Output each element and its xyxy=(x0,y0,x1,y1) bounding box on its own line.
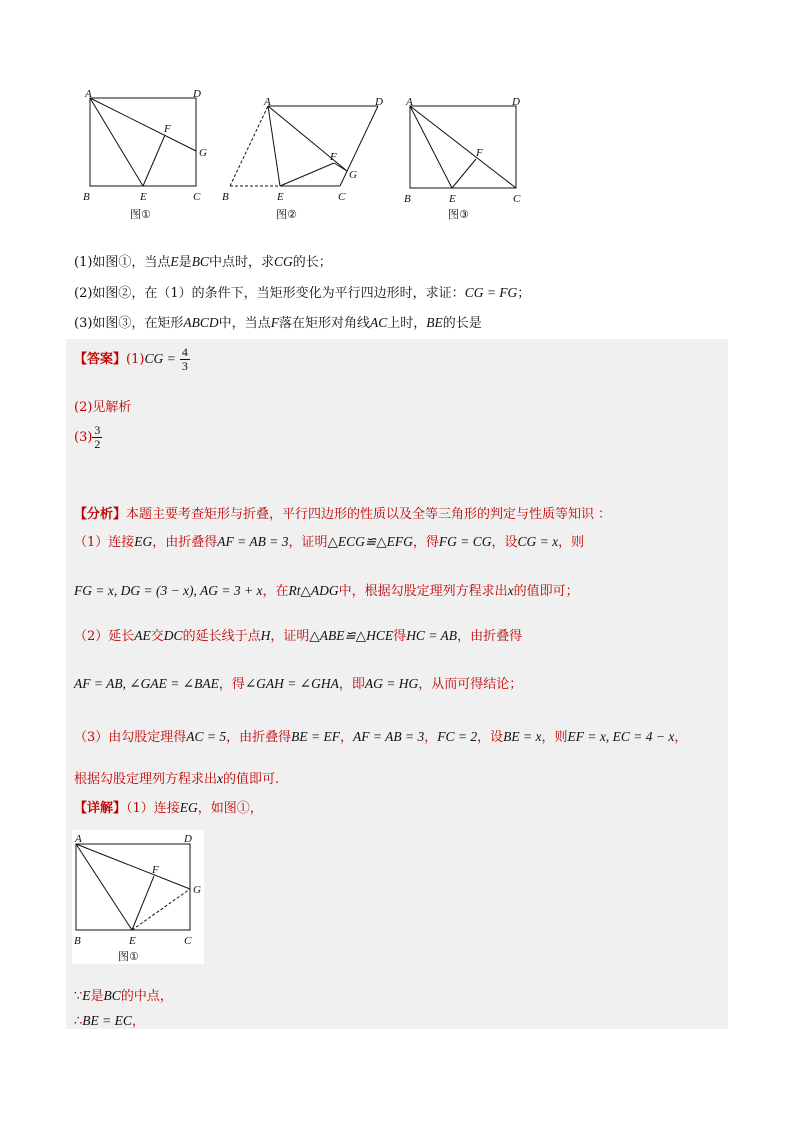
fig3-label-B: B xyxy=(404,193,411,205)
detail-tag: 【详解】 xyxy=(74,801,127,816)
fig2-caption: 图② xyxy=(276,208,297,221)
answer-3-denominator: 2 xyxy=(94,437,101,451)
q3-text: (3)如图③，在矩形 xyxy=(74,316,184,331)
answer-1-numerator: 4 xyxy=(181,345,188,359)
fig3-label-E: E xyxy=(449,193,456,205)
an3-b: AE xyxy=(134,628,151,643)
dt2-d: BC xyxy=(103,988,121,1003)
an1-g: ，得 xyxy=(412,535,439,550)
detail-line-2 xyxy=(74,985,173,1004)
q3-text-4: 上时， xyxy=(387,316,427,331)
fig1-label-A: A xyxy=(85,88,92,100)
dfig-AE xyxy=(76,844,132,930)
analysis-line-1 xyxy=(74,531,584,550)
fig2-label-A: A xyxy=(264,96,271,108)
an4-b: ，得 xyxy=(218,677,245,692)
an3-a: （2）延长 xyxy=(74,629,135,644)
an2-d: 中，根据勾股定理列方程求出 xyxy=(338,584,508,599)
q3-seg-ac: AC xyxy=(369,315,388,330)
analysis-line-3 xyxy=(74,625,522,644)
fig3-label-C: C xyxy=(513,193,521,205)
an1-h: FG = CG xyxy=(438,534,492,549)
dt2-e: 的中点， xyxy=(120,989,173,1004)
fig2-EF xyxy=(280,163,334,186)
an1-c: ，由折叠得 xyxy=(152,535,218,550)
dfig-EF xyxy=(132,876,154,930)
figure-2-svg xyxy=(220,88,390,233)
detail-line-1 xyxy=(74,797,263,816)
analysis-line-4 xyxy=(74,673,522,692)
dt2-a: ∵ xyxy=(74,989,83,1004)
dfig-caption: 图① xyxy=(118,950,139,963)
an1-b: EG xyxy=(134,534,153,549)
an2-b: ，在 xyxy=(262,584,289,599)
fig3-label-F: F xyxy=(476,147,483,159)
fig3-caption: 图③ xyxy=(448,208,469,221)
answer-3-fraction xyxy=(92,424,102,451)
question-3 xyxy=(74,313,482,334)
dfig-label-F: F xyxy=(152,864,159,876)
q2-text-2: ； xyxy=(517,286,531,301)
an3-g: ，证明 xyxy=(270,629,310,644)
an3-i: 得 xyxy=(393,629,407,644)
analysis-intro-text: 本题主要考查矩形与折叠，平行四边形的性质以及全等三角形的判定与性质等知识 ： xyxy=(126,507,612,522)
q3-text-2: 中，当点 xyxy=(218,316,271,331)
dt2-b: E xyxy=(82,988,91,1003)
q1-text-2: 是 xyxy=(178,255,192,270)
an5-h: FC = 2 xyxy=(437,729,478,744)
q3-point-f: F xyxy=(270,315,279,330)
fig1-label-E: E xyxy=(140,191,147,203)
answer-1-prefix: (1) xyxy=(126,352,145,367)
q2-text: (2)如图②，在（1）的条件下，当矩形变化为平行四边形时，求证： xyxy=(74,286,465,301)
answer-line-1 xyxy=(74,346,190,373)
an5-g: ， xyxy=(424,730,438,745)
an3-h: △ABE≌△HCE xyxy=(309,628,394,643)
analysis-tag: 【分析】 xyxy=(74,507,127,522)
analysis-intro xyxy=(74,503,611,522)
dfig-label-G: G xyxy=(193,884,201,896)
an5-c: ，由折叠得 xyxy=(226,730,292,745)
an5-i: ，设 xyxy=(477,730,504,745)
dfig-label-B: B xyxy=(74,935,81,947)
answer-line-2 xyxy=(74,396,131,415)
fig2-DC xyxy=(340,106,378,186)
q1-text: (1)如图①，当点 xyxy=(74,255,171,270)
fig2-label-E: E xyxy=(277,191,284,203)
fig1-caption: 图① xyxy=(130,208,151,221)
fig2-label-C: C xyxy=(338,191,346,203)
q2-expr: CG = FG xyxy=(464,285,518,300)
q3-text-3: 落在矩形对角线 xyxy=(278,316,370,331)
figure-1 xyxy=(80,88,210,237)
an2-c: Rt△ADG xyxy=(288,583,339,598)
an3-c: 交 xyxy=(150,629,164,644)
fig1-label-C: C xyxy=(193,191,201,203)
dfig-label-C: C xyxy=(184,935,192,947)
dt1-a: （1）连接 xyxy=(126,801,180,816)
answer-1-expr: CG = xyxy=(144,351,176,366)
an1-f: △ECG≌△EFG xyxy=(327,534,413,549)
question-1 xyxy=(74,252,332,273)
analysis-line-5 xyxy=(74,726,687,745)
dfig-AG xyxy=(76,844,190,889)
an5-d: BE = EF xyxy=(291,729,341,744)
detail-line-3 xyxy=(74,1010,145,1029)
fig1-label-B: B xyxy=(83,191,90,203)
an5-e: ， xyxy=(340,730,354,745)
q1-text-3: 中点时，求 xyxy=(208,255,274,270)
q1-seg-cg: CG xyxy=(273,254,293,269)
an4-f: ，从而可得结论； xyxy=(418,677,523,692)
analysis-line-2 xyxy=(74,580,579,599)
figure-1-svg xyxy=(80,88,210,233)
an5-j: BE = x xyxy=(503,729,542,744)
dt2-c: 是 xyxy=(90,989,104,1004)
dt3-b: BE = EC xyxy=(82,1013,132,1028)
fig1-label-D: D xyxy=(193,88,201,100)
dt1-b: EG xyxy=(179,800,198,815)
an2-e: x xyxy=(507,583,514,598)
an1-i: ，设 xyxy=(491,535,518,550)
fig2-label-D: D xyxy=(375,96,383,108)
fig2-label-F: F xyxy=(330,151,337,163)
analysis-line-6 xyxy=(74,768,279,787)
figure-2 xyxy=(220,88,390,237)
q1-point-e: E xyxy=(170,254,179,269)
an6-b: x xyxy=(217,771,224,786)
an3-d: DC xyxy=(163,628,183,643)
an4-e: AG = HG xyxy=(364,676,419,691)
detail-figure-svg xyxy=(72,830,204,964)
fig3-label-A: A xyxy=(406,96,413,108)
fig1-rect xyxy=(90,98,196,186)
an3-j: HC = AB xyxy=(406,628,458,643)
an1-d: AF = AB = 3 xyxy=(217,534,289,549)
dfig-label-D: D xyxy=(184,833,192,845)
an6-a: 根据勾股定理列方程求出 xyxy=(74,772,218,787)
an4-d: ，即 xyxy=(338,677,365,692)
fig1-EF xyxy=(143,135,165,186)
fig2-AE xyxy=(268,106,280,186)
an2-f: 的值即可； xyxy=(513,584,579,599)
an5-l: EF = x, EC = 4 − x xyxy=(567,729,675,744)
answer-2: (2)见解析 xyxy=(74,400,132,415)
dt3-a: ∴ xyxy=(74,1014,83,1029)
question-2 xyxy=(74,283,530,304)
dfig-label-A: A xyxy=(75,833,82,845)
an5-a: （3）由勾股定理得 xyxy=(74,730,187,745)
an5-m: ， xyxy=(674,730,688,745)
dfig-label-E: E xyxy=(129,935,136,947)
fig3-AE xyxy=(410,106,452,188)
q3-seg-be: BE xyxy=(426,315,443,330)
fig1-label-F: F xyxy=(164,123,171,135)
q1-text-4: 的长； xyxy=(292,255,332,270)
dt1-c: ，如图①， xyxy=(197,801,263,816)
fig1-label-G: G xyxy=(199,147,207,159)
dfig-rect xyxy=(76,844,190,930)
an1-e: ，证明 xyxy=(288,535,328,550)
answer-3-prefix: (3) xyxy=(74,430,93,445)
top-figures xyxy=(70,88,540,238)
an4-c: ∠GAH = ∠GHA xyxy=(244,676,339,691)
an1-k: ，则 xyxy=(558,535,585,550)
answer-1-fraction xyxy=(180,346,190,373)
fig2-dashed-AB xyxy=(230,106,268,186)
fig2-FG xyxy=(334,163,347,171)
an5-k: ，则 xyxy=(541,730,568,745)
an5-b: AC = 5 xyxy=(186,729,227,744)
detail-figure-1 xyxy=(72,830,204,964)
fig3-EF xyxy=(452,159,476,188)
an3-e: 的延长线于点 xyxy=(182,629,261,644)
figure-3-svg xyxy=(400,88,530,233)
answer-3-numerator: 3 xyxy=(94,423,101,437)
dt3-c: ， xyxy=(131,1014,145,1029)
answer-tag: 【答案】 xyxy=(74,352,127,367)
figure-3 xyxy=(400,88,530,237)
an3-k: ，由折叠得 xyxy=(457,629,523,644)
an3-f: H xyxy=(260,628,271,643)
q3-rect: ABCD xyxy=(183,315,219,330)
fig3-AC xyxy=(410,106,516,188)
fig2-label-B: B xyxy=(222,191,229,203)
an1-a: （1）连接 xyxy=(74,535,135,550)
fig2-label-G: G xyxy=(349,169,357,181)
an1-j: CG = x xyxy=(517,534,559,549)
an4-a: AF = AB, ∠GAE = ∠BAE xyxy=(74,676,219,691)
an6-c: 的值即可. xyxy=(223,772,280,787)
q1-seg-bc: BC xyxy=(191,254,209,269)
fig3-label-D: D xyxy=(512,96,520,108)
an5-f: AF = AB = 3 xyxy=(353,729,425,744)
an2-a: FG = x, DG = (3 − x), AG = 3 + x xyxy=(74,583,263,598)
answer-line-3 xyxy=(74,424,102,451)
answer-1-denominator: 3 xyxy=(181,359,188,373)
q3-text-5: 的长是 xyxy=(442,316,482,331)
